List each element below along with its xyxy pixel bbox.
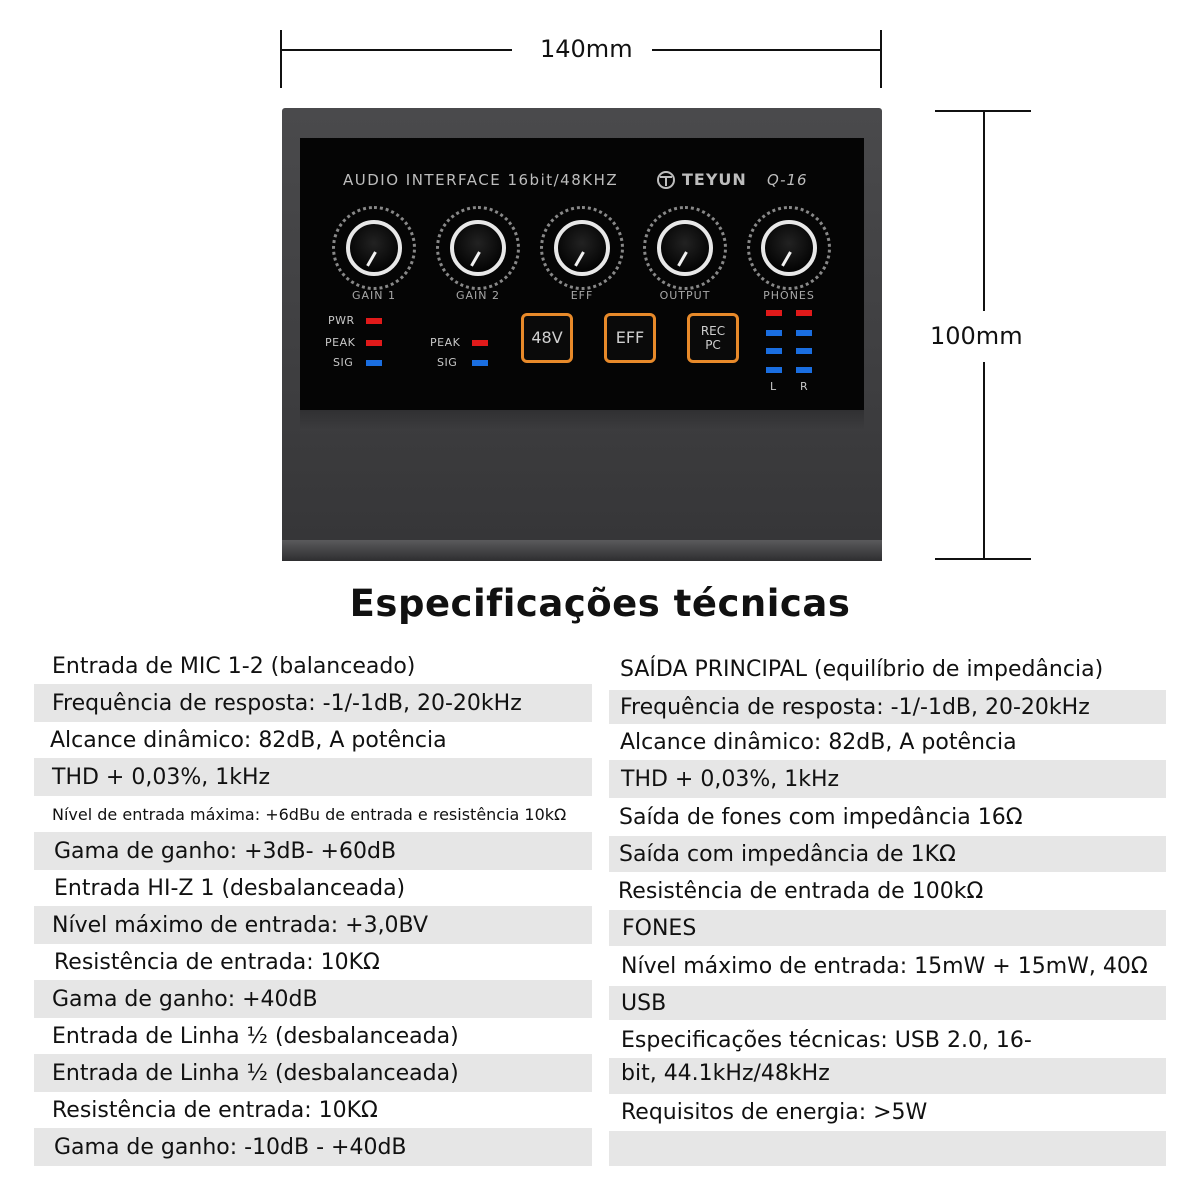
spec-row: Nível máximo de entrada: +3,0BV xyxy=(34,906,592,944)
sig1-led-label: SIG xyxy=(333,356,354,369)
device-base-edge xyxy=(282,540,882,561)
spec-row: FONES xyxy=(609,910,1166,946)
spec-row: Frequência de resposta: -1/-1dB, 20-20kHz xyxy=(609,690,1166,724)
spec-row: Resistência de entrada: 10KΩ xyxy=(54,949,380,975)
gain2-knob-label: GAIN 2 xyxy=(455,289,501,302)
meter-r-led-icon xyxy=(796,348,812,354)
spec-row: Entrada de MIC 1-2 (balanceado) xyxy=(52,653,416,679)
height-dimension-line-bottom xyxy=(983,362,985,560)
model-name: Q-16 xyxy=(767,171,808,189)
meter-l-led-icon xyxy=(766,310,782,316)
output-knob-label: OUTPUT xyxy=(659,289,711,302)
spec-row: Alcance dinâmico: 82dB, A potência xyxy=(620,729,1017,755)
spec-row: SAÍDA PRINCIPAL (equilíbrio de impedância) xyxy=(620,656,1104,682)
spec-row: USB xyxy=(609,986,1166,1020)
meter-l-led-icon xyxy=(766,330,782,336)
spec-title: Especificações técnicas xyxy=(349,582,851,625)
gain1-knob-label: GAIN 1 xyxy=(351,289,397,302)
sig2-led-label: SIG xyxy=(437,356,458,369)
phantom-48v-button: 48V xyxy=(521,313,573,363)
device-panel-lip xyxy=(300,410,864,430)
phones-knob-icon xyxy=(761,220,817,276)
spec-row: Gama de ganho: +40dB xyxy=(34,980,592,1018)
pwr-led-icon xyxy=(366,318,382,324)
spec-row: Gama de ganho: +3dB- +60dB xyxy=(34,832,592,870)
eff-knob-icon xyxy=(554,220,610,276)
gain1-knob-icon xyxy=(346,220,402,276)
spec-row: Saída com impedância de 1KΩ xyxy=(609,836,1166,872)
peak2-led-label: PEAK xyxy=(430,336,461,349)
spec-row: Especificações técnicas: USB 2.0, 16-bit, 44.1kHz/48kHz xyxy=(609,1020,1166,1094)
width-dimension-line-right xyxy=(652,49,882,51)
brand-name: TEYUN xyxy=(682,170,747,189)
spec-row: Frequência de resposta: -1/-1dB, 20-20kHz xyxy=(34,684,592,722)
spec-row: Nível de entrada máxima: +6dBu de entrada e resistência 10kΩ xyxy=(52,804,567,824)
width-dimension-tick-left xyxy=(280,30,282,88)
output-knob-icon xyxy=(657,220,713,276)
peak1-led-label: PEAK xyxy=(325,336,356,349)
right-spec-column xyxy=(609,648,1166,1166)
meter-r-led-icon xyxy=(796,310,812,316)
spec-row: Resistência de entrada: 10KΩ xyxy=(52,1097,378,1123)
pwr-led-label: PWR xyxy=(328,314,355,327)
brand-logo-icon xyxy=(656,171,676,189)
spec-row: THD + 0,03%, 1kHz xyxy=(609,760,1166,798)
meter-l-led-icon xyxy=(766,367,782,373)
height-dimension-line-top xyxy=(983,111,985,311)
meter-l-label: L xyxy=(770,380,777,393)
peak2-led-icon xyxy=(472,340,488,346)
spec-row: Nível máximo de entrada: 15mW + 15mW, 40Ω xyxy=(621,953,1148,979)
rec-pc-button: REC PC xyxy=(687,313,739,363)
height-dimension-label: 100mm xyxy=(930,322,1023,350)
spec-row xyxy=(609,1131,1166,1166)
sig1-led-icon xyxy=(366,360,382,366)
eff-button: EFF xyxy=(604,313,656,363)
phones-knob-label: PHONES xyxy=(763,289,815,302)
sig2-led-icon xyxy=(472,360,488,366)
spec-row: Entrada HI-Z 1 (desbalanceada) xyxy=(54,875,406,901)
width-dimension-line-left xyxy=(282,49,512,51)
spec-row: THD + 0,03%, 1kHz xyxy=(34,758,592,796)
spec-row: Alcance dinâmico: 82dB, A potência xyxy=(50,727,447,753)
left-spec-column xyxy=(34,648,592,1166)
spec-row: Saída de fones com impedância 16Ω xyxy=(619,804,1023,830)
width-dimension-label: 140mm xyxy=(540,35,633,63)
panel-header-text: AUDIO INTERFACE 16bit/48KHZ xyxy=(343,171,619,189)
eff-knob-label: EFF xyxy=(570,289,594,302)
meter-l-led-icon xyxy=(766,348,782,354)
spec-row: Resistência de entrada de 100kΩ xyxy=(618,878,984,904)
spec-row: Entrada de Linha ½ (desbalanceada) xyxy=(52,1023,459,1049)
spec-row: Requisitos de energia: >5W xyxy=(621,1100,928,1125)
peak1-led-icon xyxy=(366,340,382,346)
height-dimension-tick-bottom xyxy=(935,558,1031,560)
gain2-knob-icon xyxy=(450,220,506,276)
meter-r-led-icon xyxy=(796,367,812,373)
spec-row: Gama de ganho: -10dB - +40dB xyxy=(34,1128,592,1166)
width-dimension-tick-right xyxy=(880,30,882,88)
meter-r-led-icon xyxy=(796,330,812,336)
spec-row: Entrada de Linha ½ (desbalanceada) xyxy=(34,1054,592,1092)
meter-r-label: R xyxy=(800,380,809,393)
